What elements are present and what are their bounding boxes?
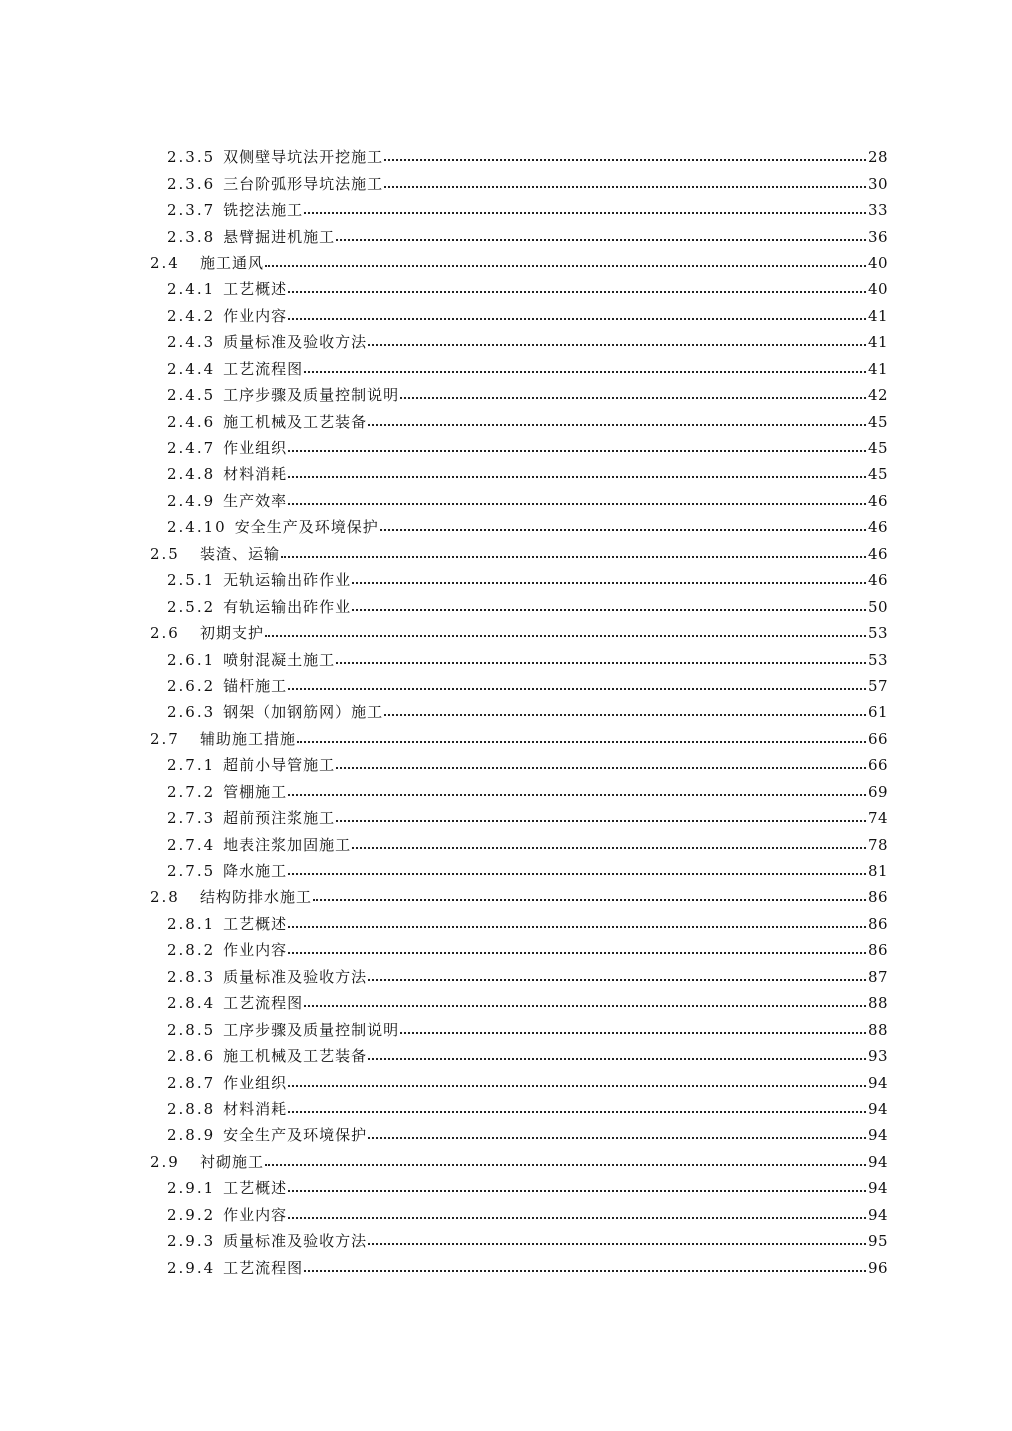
toc-entry-number: 2.8.1	[167, 914, 216, 933]
table-of-contents	[0, 144, 1012, 1281]
toc-entry-title: 结构防排水施工	[200, 888, 313, 907]
toc-entry-page-number: 53	[868, 650, 889, 669]
toc-entry-number: 2.8	[150, 888, 180, 907]
toc-entry-number: 2.3.7	[167, 201, 216, 220]
toc-entry-page-number: 57	[868, 676, 889, 695]
toc-entry[interactable]	[0, 541, 1012, 567]
toc-entry-page-number: 40	[868, 253, 889, 272]
toc-entry-number: 2.6.2	[167, 676, 216, 695]
toc-entry[interactable]	[0, 726, 1012, 752]
toc-entry-number: 2.6.1	[167, 650, 216, 669]
toc-entry[interactable]	[0, 1096, 1012, 1122]
toc-dot-leader	[265, 1152, 866, 1172]
toc-entry-page-number: 86	[868, 941, 889, 960]
toc-entry-number: 2.8.6	[167, 1047, 216, 1066]
toc-entry-number: 2.8.2	[167, 941, 216, 960]
toc-entry-number: 2.5.2	[167, 597, 216, 616]
toc-dot-leader	[384, 147, 866, 167]
toc-entry[interactable]	[0, 1254, 1012, 1280]
toc-dot-leader	[368, 1046, 866, 1066]
toc-entry-page-number: 94	[868, 1152, 889, 1171]
toc-entry[interactable]	[0, 884, 1012, 910]
toc-entry-title: 工艺流程图	[223, 1258, 304, 1277]
toc-dot-leader	[304, 993, 866, 1013]
toc-entry[interactable]	[0, 831, 1012, 857]
toc-entry-title: 无轨运输出砟作业	[223, 571, 352, 590]
toc-dot-leader	[265, 623, 866, 643]
toc-entry[interactable]	[0, 303, 1012, 329]
toc-entry[interactable]	[0, 964, 1012, 990]
toc-entry-page-number: 41	[868, 306, 889, 325]
toc-dot-leader	[288, 491, 866, 511]
toc-entry-title: 超前预注浆施工	[223, 809, 336, 828]
toc-entry[interactable]	[0, 250, 1012, 276]
toc-entry-title: 作业内容	[223, 306, 288, 325]
toc-entry[interactable]	[0, 382, 1012, 408]
toc-entry[interactable]	[0, 858, 1012, 884]
toc-entry-title: 作业组织	[223, 1073, 288, 1092]
toc-entry[interactable]	[0, 593, 1012, 619]
toc-entry-title: 喷射混凝土施工	[223, 650, 336, 669]
toc-entry-number: 2.7.4	[167, 835, 216, 854]
toc-entry-number: 2.9.3	[167, 1232, 216, 1251]
toc-entry-number: 2.7	[150, 729, 180, 748]
toc-entry-number: 2.5.1	[167, 571, 216, 590]
toc-entry-page-number: 78	[868, 835, 889, 854]
toc-entry-number: 2.4.9	[167, 491, 216, 510]
toc-entry[interactable]	[0, 144, 1012, 170]
toc-dot-leader	[400, 1020, 866, 1040]
toc-entry-title: 施工机械及工艺装备	[223, 1047, 368, 1066]
toc-entry-title: 管棚施工	[223, 782, 288, 801]
toc-entry-title: 铣挖法施工	[223, 201, 304, 220]
toc-dot-leader	[336, 755, 866, 775]
toc-entry-page-number: 87	[868, 967, 889, 986]
toc-entry-page-number: 93	[868, 1047, 889, 1066]
toc-entry[interactable]	[0, 488, 1012, 514]
toc-entry[interactable]	[0, 514, 1012, 540]
toc-entry-title: 施工通风	[200, 253, 265, 272]
toc-entry[interactable]	[0, 1202, 1012, 1228]
toc-dot-leader	[288, 464, 866, 484]
toc-entry-page-number: 36	[868, 227, 889, 246]
toc-entry[interactable]	[0, 170, 1012, 196]
toc-entry-title: 材料消耗	[223, 1099, 288, 1118]
toc-dot-leader	[288, 1073, 866, 1093]
toc-entry-title: 有轨运输出砟作业	[223, 597, 352, 616]
toc-dot-leader	[400, 385, 866, 405]
toc-entry-title: 初期支护	[200, 624, 265, 643]
toc-entry-number: 2.4	[150, 253, 180, 272]
toc-entry-title: 工艺流程图	[223, 994, 304, 1013]
toc-entry[interactable]	[0, 646, 1012, 672]
toc-dot-leader	[336, 227, 866, 247]
toc-dot-leader	[313, 887, 866, 907]
toc-entry-page-number: 96	[868, 1258, 889, 1277]
toc-dot-leader	[304, 1258, 866, 1278]
toc-entry-number: 2.9.2	[167, 1205, 216, 1224]
toc-entry-number: 2.8.3	[167, 967, 216, 986]
toc-dot-leader	[288, 940, 866, 960]
toc-entry-page-number: 94	[868, 1126, 889, 1145]
toc-entry-number: 2.4.5	[167, 386, 216, 405]
toc-entry-number: 2.3.6	[167, 174, 216, 193]
toc-entry-number: 2.3.8	[167, 227, 216, 246]
toc-entry-page-number: 86	[868, 888, 889, 907]
toc-entry-page-number: 66	[868, 756, 889, 775]
toc-entry[interactable]	[0, 1149, 1012, 1175]
toc-entry[interactable]	[0, 435, 1012, 461]
toc-entry-page-number: 45	[868, 465, 889, 484]
toc-dot-leader	[288, 279, 866, 299]
toc-entry-page-number: 33	[868, 201, 889, 220]
toc-entry-number: 2.7.1	[167, 756, 216, 775]
toc-entry-title: 安全生产及环境保护	[223, 1126, 368, 1145]
toc-entry-number: 2.4.6	[167, 412, 216, 431]
toc-entry-page-number: 46	[868, 571, 889, 590]
toc-entry-page-number: 94	[868, 1205, 889, 1224]
toc-entry[interactable]	[0, 779, 1012, 805]
toc-dot-leader	[304, 359, 866, 379]
toc-entry-title: 质量标准及验收方法	[223, 333, 368, 352]
toc-entry[interactable]	[0, 1043, 1012, 1069]
toc-dot-leader	[384, 174, 866, 194]
toc-entry[interactable]	[0, 408, 1012, 434]
toc-dot-leader	[352, 570, 866, 590]
toc-entry-number: 2.8.9	[167, 1126, 216, 1145]
toc-entry-title: 超前小导管施工	[223, 756, 336, 775]
toc-dot-leader	[368, 332, 866, 352]
toc-entry-page-number: 69	[868, 782, 889, 801]
toc-entry-title: 双侧壁导坑法开挖施工	[223, 148, 384, 167]
toc-entry-number: 2.7.3	[167, 809, 216, 828]
toc-entry-title: 安全生产及环境保护	[234, 518, 379, 537]
toc-entry-title: 质量标准及验收方法	[223, 1232, 368, 1251]
toc-entry[interactable]	[0, 620, 1012, 646]
toc-entry[interactable]	[0, 805, 1012, 831]
toc-entry-number: 2.4.4	[167, 359, 216, 378]
toc-entry-title: 钢架（加钢筋网）施工	[223, 703, 384, 722]
toc-entry-page-number: 81	[868, 862, 889, 881]
toc-entry-title: 生产效率	[223, 491, 288, 510]
toc-dot-leader	[380, 517, 866, 537]
toc-dot-leader	[288, 1099, 866, 1119]
toc-entry-title: 作业内容	[223, 1205, 288, 1224]
toc-entry-title: 降水施工	[223, 862, 288, 881]
toc-entry[interactable]	[0, 1122, 1012, 1148]
toc-entry-number: 2.8.8	[167, 1099, 216, 1118]
toc-entry-title: 施工机械及工艺装备	[223, 412, 368, 431]
toc-dot-leader	[281, 544, 866, 564]
toc-entry-page-number: 45	[868, 412, 889, 431]
toc-dot-leader	[368, 1231, 866, 1251]
toc-entry-page-number: 74	[868, 809, 889, 828]
toc-entry[interactable]	[0, 197, 1012, 223]
toc-entry-number: 2.3.5	[167, 148, 216, 167]
toc-entry-page-number: 88	[868, 994, 889, 1013]
toc-entry-number: 2.4.2	[167, 306, 216, 325]
toc-dot-leader	[297, 729, 866, 749]
toc-entry-title: 地表注浆加固施工	[223, 835, 352, 854]
toc-entry-title: 锚杆施工	[223, 676, 288, 695]
toc-dot-leader	[288, 861, 866, 881]
toc-dot-leader	[384, 702, 866, 722]
toc-dot-leader	[368, 412, 866, 432]
toc-entry[interactable]	[0, 911, 1012, 937]
toc-entry-number: 2.8.5	[167, 1020, 216, 1039]
toc-entry-number: 2.4.1	[167, 280, 216, 299]
toc-entry-number: 2.4.8	[167, 465, 216, 484]
toc-entry-page-number: 94	[868, 1179, 889, 1198]
toc-dot-leader	[288, 306, 866, 326]
toc-dot-leader	[288, 1205, 866, 1225]
toc-entry-number: 2.4.7	[167, 439, 216, 458]
toc-entry-page-number: 46	[868, 491, 889, 510]
toc-entry[interactable]	[0, 461, 1012, 487]
toc-entry-title: 工序步骤及质量控制说明	[223, 386, 400, 405]
toc-entry-title: 作业内容	[223, 941, 288, 960]
toc-dot-leader	[336, 650, 866, 670]
toc-dot-leader	[352, 597, 866, 617]
toc-dot-leader	[288, 782, 866, 802]
toc-dot-leader	[288, 438, 866, 458]
toc-entry-number: 2.5	[150, 544, 180, 563]
toc-entry-page-number: 41	[868, 359, 889, 378]
toc-entry[interactable]	[0, 276, 1012, 302]
toc-entry[interactable]	[0, 356, 1012, 382]
toc-entry-title: 衬砌施工	[200, 1152, 265, 1171]
toc-entry-page-number: 45	[868, 439, 889, 458]
toc-entry[interactable]	[0, 1175, 1012, 1201]
toc-entry-page-number: 88	[868, 1020, 889, 1039]
toc-entry-number: 2.8.7	[167, 1073, 216, 1092]
toc-entry-title: 质量标准及验收方法	[223, 967, 368, 986]
toc-entry-page-number: 66	[868, 729, 889, 748]
toc-entry-page-number: 30	[868, 174, 889, 193]
toc-entry[interactable]	[0, 567, 1012, 593]
toc-entry-page-number: 41	[868, 333, 889, 352]
toc-dot-leader	[288, 1178, 866, 1198]
toc-entry[interactable]	[0, 1228, 1012, 1254]
toc-entry-page-number: 94	[868, 1099, 889, 1118]
toc-entry-page-number: 50	[868, 597, 889, 616]
toc-entry-title: 材料消耗	[223, 465, 288, 484]
toc-entry-number: 2.4.10	[167, 518, 227, 537]
toc-entry-title: 工艺概述	[223, 280, 288, 299]
toc-entry[interactable]	[0, 329, 1012, 355]
toc-entry-title: 悬臂掘进机施工	[223, 227, 336, 246]
toc-entry-page-number: 28	[868, 148, 889, 167]
toc-entry-title: 辅助施工措施	[200, 729, 297, 748]
toc-entry-page-number: 46	[868, 544, 889, 563]
toc-entry-title: 三台阶弧形导坑法施工	[223, 174, 384, 193]
toc-entry-page-number: 42	[868, 386, 889, 405]
toc-entry-number: 2.8.4	[167, 994, 216, 1013]
toc-entry-number: 2.6.3	[167, 703, 216, 722]
toc-dot-leader	[368, 1125, 866, 1145]
toc-dot-leader	[288, 676, 866, 696]
toc-entry-title: 工艺概述	[223, 914, 288, 933]
toc-dot-leader	[265, 253, 866, 273]
toc-entry-number: 2.7.2	[167, 782, 216, 801]
toc-entry-number: 2.6	[150, 624, 180, 643]
toc-entry[interactable]	[0, 223, 1012, 249]
toc-entry-page-number: 40	[868, 280, 889, 299]
toc-entry-page-number: 94	[868, 1073, 889, 1092]
toc-entry-page-number: 53	[868, 624, 889, 643]
toc-entry-title: 工序步骤及质量控制说明	[223, 1020, 400, 1039]
toc-entry-title: 工艺概述	[223, 1179, 288, 1198]
toc-dot-leader	[336, 808, 866, 828]
toc-entry[interactable]	[0, 673, 1012, 699]
toc-entry[interactable]	[0, 752, 1012, 778]
toc-entry-page-number: 46	[868, 518, 889, 537]
toc-entry-title: 装渣、运输	[200, 544, 281, 563]
toc-dot-leader	[368, 967, 866, 987]
toc-dot-leader	[304, 200, 866, 220]
toc-entry-number: 2.9.1	[167, 1179, 216, 1198]
toc-entry-number: 2.9	[150, 1152, 180, 1171]
toc-entry-number: 2.4.3	[167, 333, 216, 352]
toc-dot-leader	[352, 835, 866, 855]
toc-entry[interactable]	[0, 990, 1012, 1016]
toc-entry-page-number: 61	[868, 703, 889, 722]
toc-entry-number: 2.9.4	[167, 1258, 216, 1277]
toc-entry[interactable]	[0, 1069, 1012, 1095]
toc-entry[interactable]	[0, 937, 1012, 963]
toc-entry[interactable]	[0, 1016, 1012, 1042]
toc-entry[interactable]	[0, 699, 1012, 725]
toc-entry-title: 工艺流程图	[223, 359, 304, 378]
toc-dot-leader	[288, 914, 866, 934]
toc-entry-page-number: 95	[868, 1232, 889, 1251]
toc-entry-title: 作业组织	[223, 439, 288, 458]
toc-entry-page-number: 86	[868, 914, 889, 933]
toc-entry-number: 2.7.5	[167, 862, 216, 881]
